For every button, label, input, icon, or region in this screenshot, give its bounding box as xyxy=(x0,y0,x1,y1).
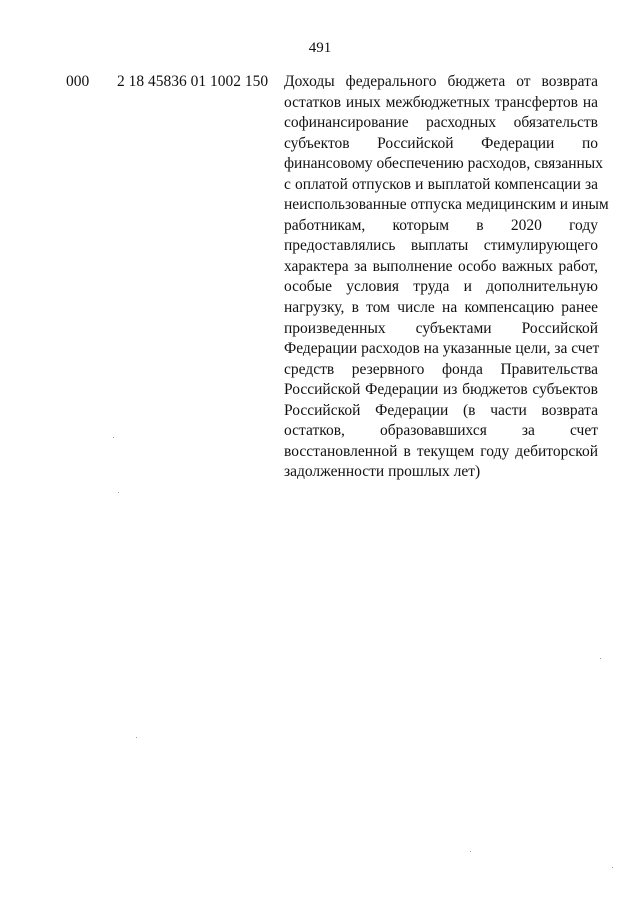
description-line: с оплатой отпусков и выплатой компенсации за xyxy=(284,175,598,193)
description-line: остатков, образовавшихся за счет xyxy=(284,422,598,440)
description-line: произведенных субъектами Российской xyxy=(284,319,598,337)
description-line: средств резервного фонда Правительства xyxy=(284,360,598,378)
budget-classification-code: 2 18 45836 01 1002 150 xyxy=(117,73,269,90)
description-line: финансовому обеспечению расходов, связанных xyxy=(284,155,603,173)
description-line: неиспользованные отпуска медицинским и иным xyxy=(284,196,609,214)
budget-classification-row xyxy=(0,72,640,492)
description-line: Российской Федерации (в части возврата xyxy=(284,401,598,419)
administrator-code: 000 xyxy=(66,73,90,90)
description-line: предоставлялись выплаты стимулирующего xyxy=(284,237,598,255)
description-line: задолженности прошлых лет) xyxy=(284,463,481,481)
description-line: нагрузку, в том числе на компенсацию ранее xyxy=(284,299,598,317)
description-line: работникам, которым в 2020 году xyxy=(284,216,598,234)
description-line: особые условия труда и дополнительную xyxy=(284,278,598,296)
scan-speck xyxy=(612,867,613,868)
scan-speck xyxy=(136,737,137,738)
page-number: 491 xyxy=(308,40,332,56)
description-line: восстановленной в текущем году дебиторской xyxy=(284,442,598,460)
description-line: субъектов Российской Федерации по xyxy=(284,134,598,152)
description-line: Доходы федерального бюджета от возврата xyxy=(284,73,598,90)
description-line: остатков иных межбюджетных трансфертов на xyxy=(284,93,598,111)
description-line: Федерации расходов на указанные цели, за счет xyxy=(284,340,600,358)
income-description xyxy=(284,72,609,483)
scan-speck xyxy=(118,492,119,493)
description-line: Российской Федерации из бюджетов субъектов xyxy=(284,381,598,399)
description-line: характера за выполнение особо важных работ, xyxy=(284,257,598,275)
scan-speck xyxy=(470,851,471,852)
description-line: софинансирование расходных обязательств xyxy=(284,114,598,132)
scan-speck xyxy=(600,658,601,659)
scan-speck xyxy=(113,437,114,438)
